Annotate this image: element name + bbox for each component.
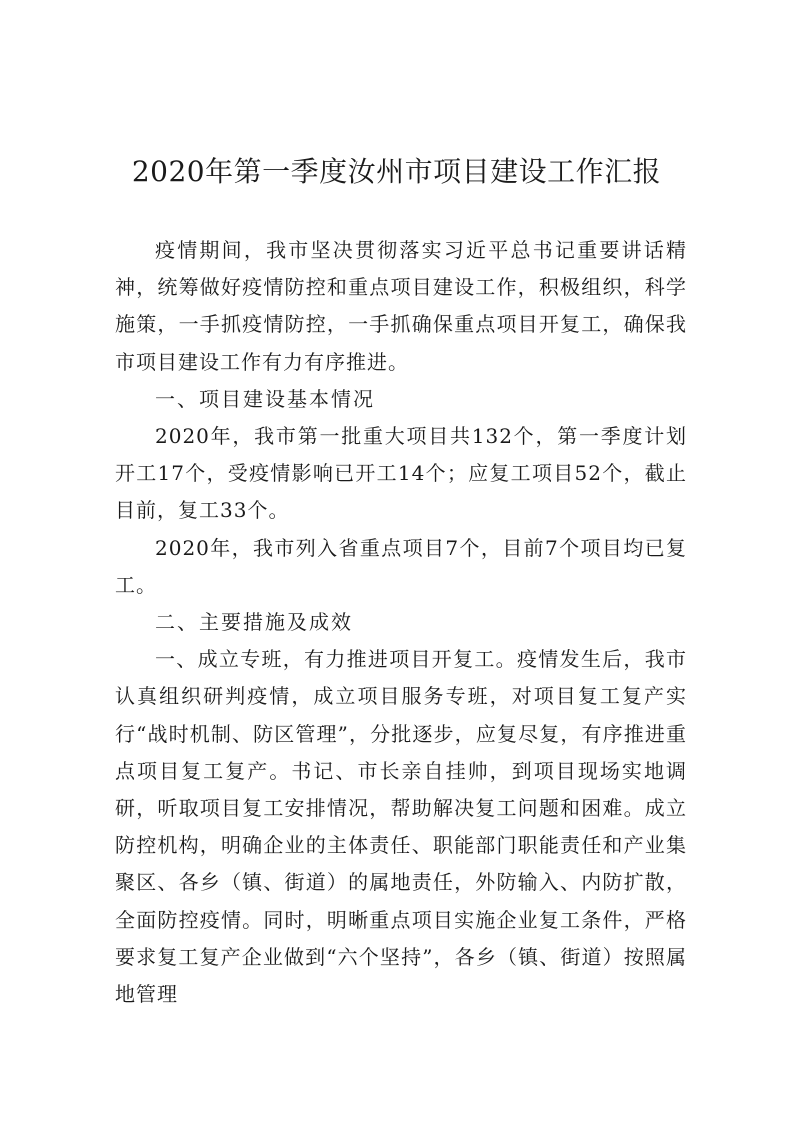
project-stats-paragraph: 2020年，我市第一批重大项目共132个，第一季度计划开工17个，受疫情影响已开工14个；应复工项目52个，截止目前，复工33个。 [115,424,687,523]
section-heading-basic-situation: 一、项目建设基本情况 [155,386,375,411]
document-body [115,232,687,1013]
measures-paragraph: 一、成立专班，有力推进项目开复工。疫情发生后，我市认真组织研判疫情，成立项目服务专班，对项目复工复产实行“战时机制、防区管理”，分批逐步，应复尽复，有序推进重点项目复工复产。书记、市长亲自挂帅，到项目现场实地调研，听取项目复工安排情况，帮助解决复工问题和困难。成立防控机构，明确企业的主体责任、职能部门职能责任和产业集聚区、各乡（镇、街道）的属地责任，外防输入、内防扩散，全面防控疫情。同时，明晰重点项目实施企业复工条件，严格要求复工复产企业做到“六个坚持”，各乡（镇、街道）按照属地管理 [115,647,687,1007]
document-title: 2020年第一季度汝州市项目建设工作汇报 [131,155,662,188]
intro-paragraph: 疫情期间，我市坚决贯彻落实习近平总书记重要讲话精神，统筹做好疫情防控和重点项目建设工作，积极组织，科学施策，一手抓疫情防控，一手抓确保重点项目开复工，确保我市项目建设工作有力有序推进。 [115,238,687,374]
section-heading-measures: 二、主要措施及成效 [155,610,353,635]
provincial-projects-paragraph: 2020年，我市列入省重点项目7个，目前7个项目均已复工。 [115,535,687,597]
